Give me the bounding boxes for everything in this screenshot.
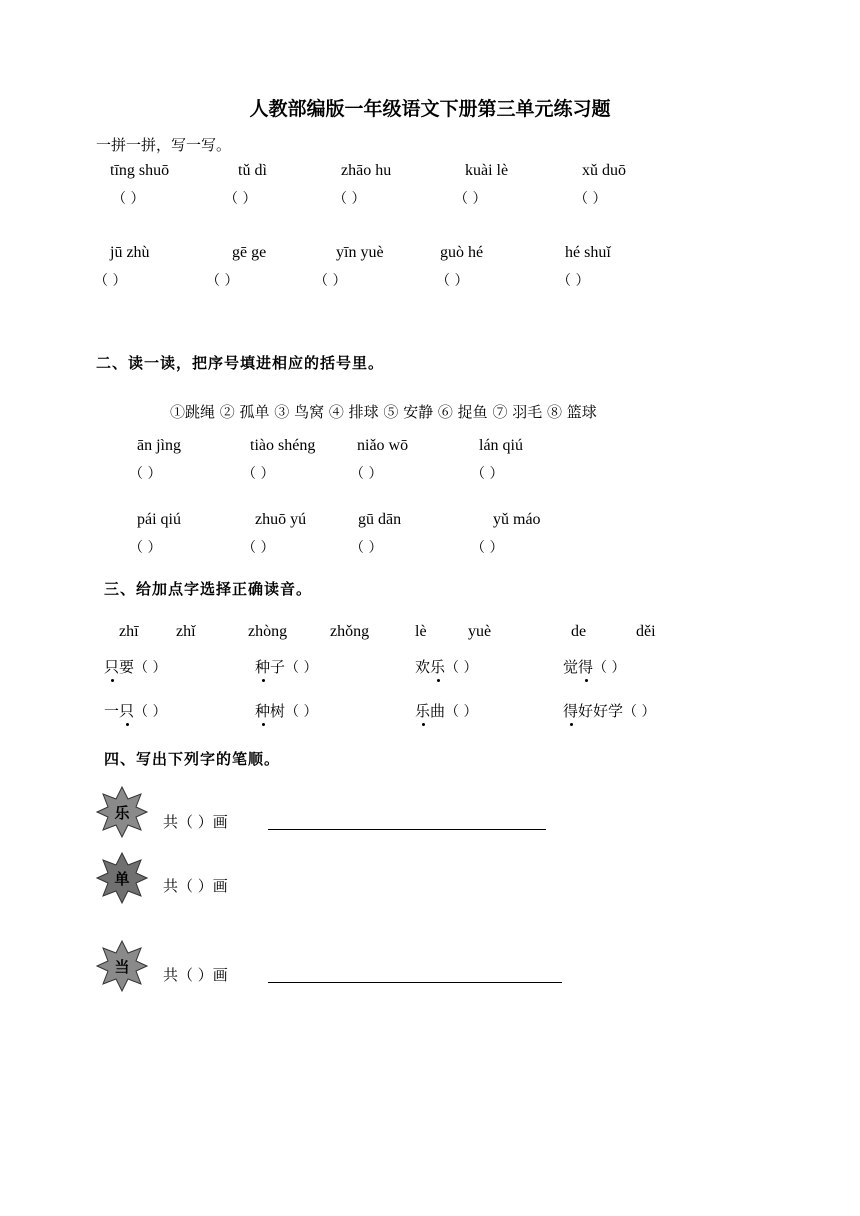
answer-blank[interactable]: （ ） xyxy=(436,273,469,289)
dotted-char: 乐 xyxy=(415,702,431,720)
answer-blank[interactable]: （ ） xyxy=(471,540,504,556)
star-char: 当 xyxy=(114,958,130,976)
answer-blank[interactable]: （ ） xyxy=(242,466,275,482)
answer-line[interactable] xyxy=(268,982,562,983)
answer-blank[interactable]: （ ） xyxy=(557,273,590,289)
answer-blank[interactable]: （ ） xyxy=(285,660,318,676)
pinyin-choice: zhǒng xyxy=(330,623,370,640)
stroke-count-2: 共（ ）画 xyxy=(163,877,228,895)
answer-blank[interactable]: （ ） xyxy=(129,540,162,556)
answer-blank[interactable]: （ ） xyxy=(285,704,318,720)
word-item: 欢乐（ ） xyxy=(415,658,478,676)
star-badge-icon xyxy=(96,940,148,992)
pinyin-3-3: niǎo wō xyxy=(357,437,409,454)
word-item: 一只（ ） xyxy=(104,702,167,720)
answer-blank[interactable]: （ ） xyxy=(129,466,162,482)
answer-blank[interactable]: （ ） xyxy=(593,660,626,676)
pinyin-choice: yuè xyxy=(468,623,492,640)
star-badge-icon xyxy=(96,852,148,904)
star-char: 单 xyxy=(114,870,130,888)
word-item: 只要（ ） xyxy=(104,658,167,676)
answer-blank[interactable]: （ ） xyxy=(112,191,145,207)
answer-blank[interactable]: （ ） xyxy=(206,273,239,289)
word-item: 种树（ ） xyxy=(255,702,318,720)
pinyin-choice: lè xyxy=(415,623,427,640)
answer-line[interactable] xyxy=(268,829,546,830)
pinyin-1-3: zhāo hu xyxy=(341,162,392,179)
dotted-char: 乐 xyxy=(430,658,446,676)
word-item: 得好好学（ ） xyxy=(563,702,656,720)
star-char: 乐 xyxy=(114,804,130,822)
dotted-char: 种 xyxy=(255,658,271,676)
pinyin-2-3: yīn yuè xyxy=(336,244,384,261)
pinyin-1-2: tǔ dì xyxy=(238,162,267,179)
page-title: 人教部编版一年级语文下册第三单元练习题 xyxy=(249,98,611,120)
word-item: 觉得（ ） xyxy=(563,658,626,676)
answer-blank[interactable]: （ ） xyxy=(454,191,487,207)
pinyin-choice: zhǐ xyxy=(176,623,196,640)
pinyin-1-1: tīng shuō xyxy=(110,162,170,179)
pinyin-choice: de xyxy=(571,623,587,640)
pinyin-2-2: gē ge xyxy=(232,244,267,261)
pinyin-2-5: hé shuǐ xyxy=(565,244,611,261)
star-badge-icon xyxy=(96,786,148,838)
pinyin-1-4: kuài lè xyxy=(465,162,509,179)
pinyin-2-1: jū zhù xyxy=(110,244,150,261)
pinyin-1-5: xǔ duō xyxy=(582,162,626,179)
answer-blank[interactable]: （ ） xyxy=(242,540,275,556)
section-1-heading: 一拼一拼，写一写。 xyxy=(96,136,232,154)
answer-blank[interactable]: （ ） xyxy=(94,273,127,289)
pinyin-2-4: guò hé xyxy=(440,244,484,261)
answer-blank[interactable]: （ ） xyxy=(333,191,366,207)
dotted-char: 只 xyxy=(119,702,135,720)
pinyin-3-4: lán qiú xyxy=(479,437,523,454)
pinyin-choice: děi xyxy=(636,623,656,640)
pinyin-choice: zhòng xyxy=(248,623,288,640)
section-2-heading: 二、读一读，把序号填进相应的括号里。 xyxy=(96,354,385,372)
answer-blank[interactable]: （ ） xyxy=(224,191,257,207)
stroke-count-1: 共（ ）画 xyxy=(163,813,228,831)
answer-blank[interactable]: （ ） xyxy=(134,660,167,676)
section-4-heading: 四、写出下列字的笔顺。 xyxy=(104,750,281,768)
pinyin-3-2: tiào shéng xyxy=(250,437,316,454)
answer-blank[interactable]: （ ） xyxy=(445,704,478,720)
section-3-heading: 三、给加点字选择正确读音。 xyxy=(104,580,313,598)
word-item: 乐曲（ ） xyxy=(415,702,478,720)
dotted-char: 种 xyxy=(255,702,271,720)
pinyin-4-4: yǔ máo xyxy=(493,511,541,528)
pinyin-4-2: zhuō yú xyxy=(255,511,307,528)
answer-blank[interactable]: （ ） xyxy=(623,704,656,720)
pinyin-3-1: ān jìng xyxy=(137,437,181,454)
pinyin-4-3: gū dān xyxy=(358,511,402,528)
dotted-char: 只 xyxy=(104,658,120,676)
dotted-char: 得 xyxy=(563,702,579,720)
answer-blank[interactable]: （ ） xyxy=(350,540,383,556)
word-item: 种子（ ） xyxy=(255,658,318,676)
answer-blank[interactable]: （ ） xyxy=(350,466,383,482)
dotted-char: 得 xyxy=(578,658,594,676)
answer-blank[interactable]: （ ） xyxy=(471,466,504,482)
stroke-count-3: 共（ ）画 xyxy=(163,966,228,984)
pinyin-choice: zhī xyxy=(119,623,139,640)
answer-blank[interactable]: （ ） xyxy=(445,660,478,676)
pinyin-4-1: pái qiú xyxy=(137,511,181,528)
answer-blank[interactable]: （ ） xyxy=(134,704,167,720)
answer-blank[interactable]: （ ） xyxy=(314,273,347,289)
answer-blank[interactable]: （ ） xyxy=(574,191,607,207)
word-options: ①跳绳 ② 孤单 ③ 鸟窝 ④ 排球 ⑤ 安静 ⑥ 捉鱼 ⑦ 羽毛 ⑧ 篮球 xyxy=(170,403,597,421)
